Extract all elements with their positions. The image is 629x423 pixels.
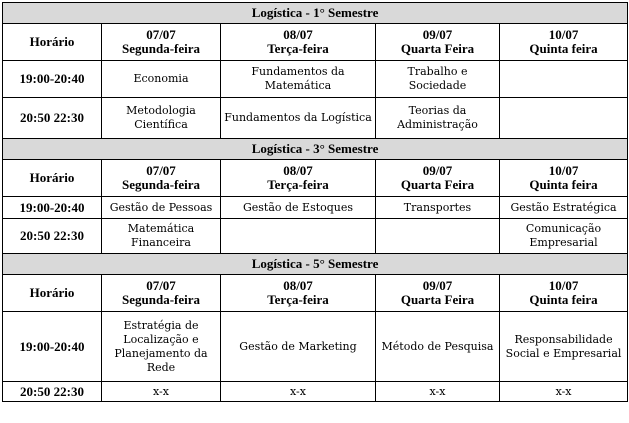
day-date: 07/07 (146, 163, 176, 178)
day-header-monday (102, 24, 221, 61)
day-header-monday (102, 275, 221, 312)
class-cell: Transportes (376, 197, 500, 219)
section-3-title-row (3, 254, 628, 275)
day-date: 09/07 (422, 278, 453, 293)
time-column-header: Horário (3, 24, 102, 61)
section-title: Logística - 5° Semestre (3, 254, 628, 275)
day-date: 09/07 (422, 163, 453, 178)
table-row (3, 219, 628, 254)
day-name: Terça-feira (267, 292, 329, 307)
class-cell (221, 219, 376, 254)
time-slot: 19:00-20:40 (3, 61, 102, 98)
time-slot: 20:50 22:30 (3, 98, 102, 139)
day-name: Segunda-feira (122, 177, 200, 192)
time-slot: 19:00-20:40 (3, 197, 102, 219)
section-title: Logística - 1° Semestre (3, 3, 628, 24)
class-cell: x-x (500, 382, 628, 402)
section-2-header-row (3, 160, 628, 197)
day-header-wednesday (376, 160, 500, 197)
day-name: Quinta feira (529, 41, 598, 56)
schedule-table (2, 2, 628, 402)
table-row (3, 61, 628, 98)
class-cell: Metodologia Científica (102, 98, 221, 139)
class-cell: Gestão de Pessoas (102, 197, 221, 219)
class-cell: x-x (221, 382, 376, 402)
day-header-wednesday (376, 24, 500, 61)
day-name: Terça-feira (267, 177, 329, 192)
time-slot: 20:50 22:30 (3, 382, 102, 402)
time-slot: 20:50 22:30 (3, 219, 102, 254)
section-1-header-row (3, 24, 628, 61)
section-2-title-row (3, 139, 628, 160)
day-name: Quarta Feira (400, 41, 475, 56)
class-cell (500, 61, 628, 98)
day-header-tuesday (221, 24, 376, 61)
day-date: 10/07 (548, 278, 579, 293)
time-column-header: Horário (3, 160, 102, 197)
class-cell: Fundamentos da Matemática (221, 61, 376, 98)
day-date: 08/07 (283, 278, 313, 293)
day-header-thursday (500, 275, 628, 312)
section-1-title-row (3, 3, 628, 24)
class-cell: Método de Pesquisa (376, 312, 500, 382)
time-column-header: Horário (3, 275, 102, 312)
class-cell: Matemática Financeira (102, 219, 221, 254)
day-date: 07/07 (146, 27, 176, 42)
day-name: Segunda-feira (122, 41, 200, 56)
section-3-header-row (3, 275, 628, 312)
day-date: 07/07 (146, 278, 176, 293)
day-name: Terça-feira (267, 41, 329, 56)
section-title: Logística - 3° Semestre (3, 139, 628, 160)
table-row (3, 312, 628, 382)
day-header-tuesday (221, 160, 376, 197)
day-header-thursday (500, 24, 628, 61)
class-cell: Gestão de Estoques (221, 197, 376, 219)
class-cell: Economia (102, 61, 221, 98)
class-cell: x-x (102, 382, 221, 402)
day-name: Quarta Feira (400, 177, 475, 192)
class-cell: Fundamentos da Logística (221, 98, 376, 139)
day-name: Quarta Feira (400, 292, 475, 307)
class-cell: Gestão Estratégica (500, 197, 628, 219)
day-header-wednesday (376, 275, 500, 312)
day-date: 08/07 (283, 163, 313, 178)
class-cell: Responsabilidade Social e Empresarial (500, 312, 628, 382)
day-date: 09/07 (422, 27, 453, 42)
time-slot: 19:00-20:40 (3, 312, 102, 382)
class-cell: Estratégia de Localização e Planejamento da Rede (102, 312, 221, 382)
day-name: Quinta feira (529, 292, 598, 307)
day-header-tuesday (221, 275, 376, 312)
day-date: 10/07 (548, 163, 579, 178)
day-header-thursday (500, 160, 628, 197)
table-row (3, 382, 628, 402)
class-cell: x-x (376, 382, 500, 402)
class-cell: Gestão de Marketing (221, 312, 376, 382)
day-header-monday (102, 160, 221, 197)
table-row (3, 98, 628, 139)
class-cell: Trabalho e Sociedade (376, 61, 500, 98)
table-row (3, 197, 628, 219)
class-cell (376, 219, 500, 254)
day-name: Quinta feira (529, 177, 598, 192)
day-date: 10/07 (548, 27, 579, 42)
class-cell: Teorias da Administração (376, 98, 500, 139)
class-cell: Comunicação Empresarial (500, 219, 628, 254)
day-date: 08/07 (283, 27, 313, 42)
class-cell (500, 98, 628, 139)
day-name: Segunda-feira (122, 292, 200, 307)
